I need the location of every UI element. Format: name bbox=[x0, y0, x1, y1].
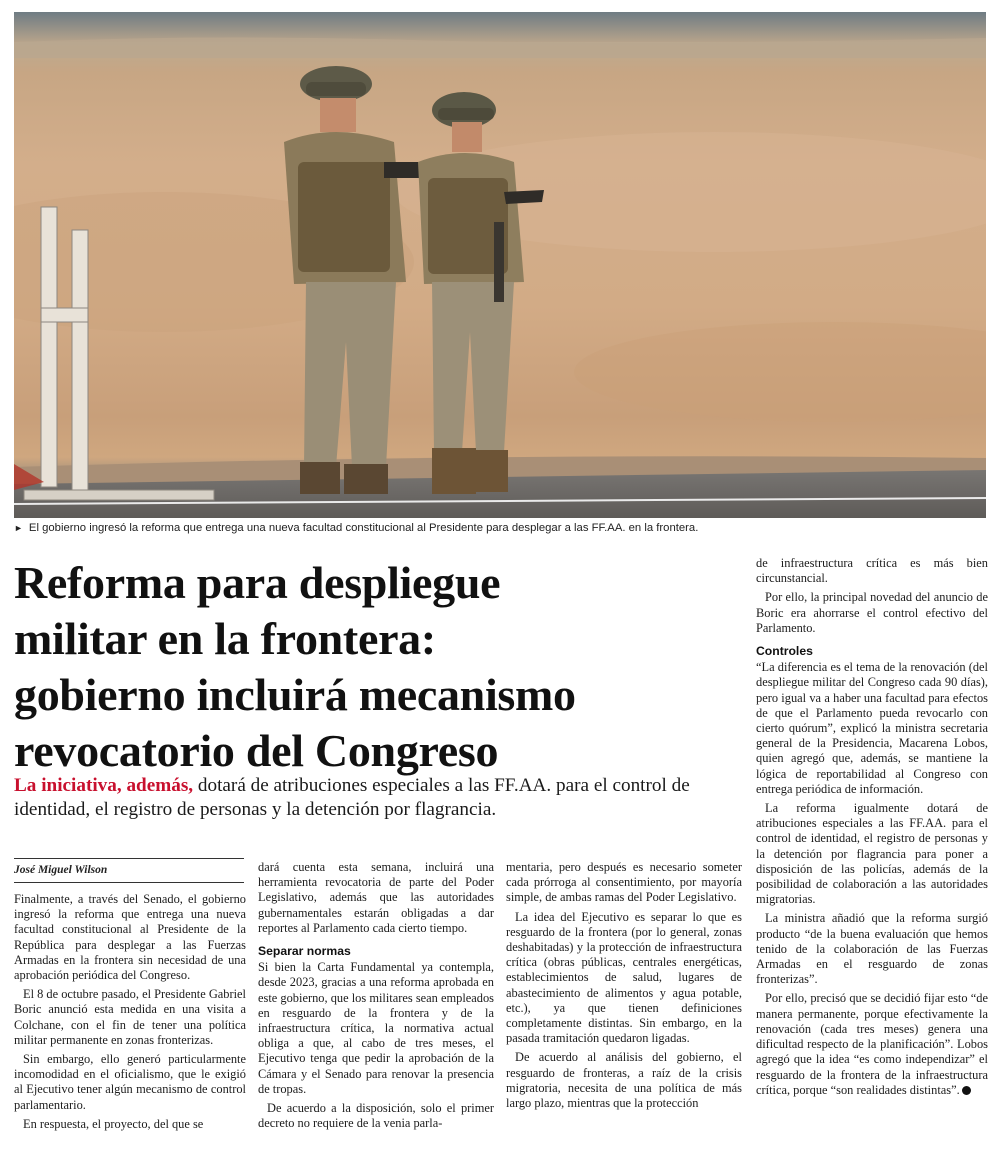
section-heading: Separar normas bbox=[258, 944, 351, 959]
byline-rule-top bbox=[14, 858, 244, 859]
paragraph: La idea del Ejecutivo es separar lo que es resguardo de la frontera (por lo general, zonas deshabitadas) y la protección de infraestructura crítica (obras públicas, centrales energéticas, establecimientos de salud, lugares de abastecimiento de alimentos y agua potable, etc.), ya que tienen definiciones completamente distintas. Sin embargo, en la pasada tramitación quedaron ligadas. bbox=[506, 909, 742, 1046]
paragraph: “La diferencia es el tema de la renovación (del despliegue militar del Congreso cada 90 días), pero igual va a haber una facultad para efectos de que el Parlamento pueda revocarlo con cierto quórum”, explicó la ministra secretaria general de la Presidencia, Macarena Lobos, quien agregó que, además, se mantiene la lógica de reportabilidad al Congreso con entrega periódica de información. bbox=[756, 660, 988, 796]
paragraph: dará cuenta esta semana, incluirá una herramienta revocatoria de parte del Poder Legislativo, además que las autoridades gubernamentales estarán obligadas a dar reportes al Parlamento cada cierto tiempo. bbox=[258, 860, 494, 935]
body-column-4 bbox=[756, 556, 988, 1102]
paragraph: de infraestructura crítica es más bien circunstancial. bbox=[756, 556, 988, 586]
deck-subheadline bbox=[14, 774, 734, 822]
paragraph: mentaria, pero después es necesario someter cada prórroga al consentimiento, por mayoría simple, de ambas ramas del Poder Legislativo. bbox=[506, 860, 742, 905]
paragraph: De acuerdo a la disposición, solo el primer decreto no requiere de la venia parla- bbox=[258, 1101, 494, 1131]
article-photo bbox=[14, 12, 986, 518]
photo-caption bbox=[14, 522, 986, 540]
byline: José Miguel Wilson bbox=[14, 864, 108, 876]
paragraph: Por ello, la principal novedad del anuncio de Boric era ahorrarse el control efectivo del Parlamento. bbox=[756, 590, 988, 635]
headline-line: Reforma para despliegue bbox=[14, 557, 501, 608]
end-of-article-icon bbox=[962, 1086, 971, 1095]
paragraph: De acuerdo al análisis del gobierno, el resguardo de fronteras, a raíz de la crisis migratoria, necesita de una política de más largo plazo, mientras que la protección bbox=[506, 1050, 742, 1111]
paragraph-text: Por ello, precisó que se decidió fijar esto “de manera permanente, porque efectivamente la renovación (cada tres meses) genera una dificultad respecto de la planificación”. Lobos agregó que la idea “es como independizar” el resguardo de la frontera de la infraestructura crítica, porque “son realidades distintas”. bbox=[756, 991, 988, 1097]
body-column-3 bbox=[506, 860, 742, 1115]
soldier-left bbox=[284, 66, 434, 494]
headline-line: revocatorio del Congreso bbox=[14, 725, 499, 776]
headline bbox=[14, 555, 734, 779]
paragraph: El 8 de octubre pasado, el Presidente Gabriel Boric anunció esta medida en una visita a Colchane, con el fin de tener una política militar permanente en zonas fronterizas. bbox=[14, 987, 246, 1047]
caption-arrow-icon: ► bbox=[14, 523, 23, 533]
section-heading: Controles bbox=[756, 644, 813, 659]
deck-lead: La iniciativa, además, bbox=[14, 775, 194, 796]
paragraph: Si bien la Carta Fundamental ya contempla, desde 2023, gracias a una reforma aprobada en este gobierno, que los militares sean empleados en resguardo de la frontera y de la infraestructura crítica, la normativa actual obliga a que, al cabo de tres meses, el Ejecutivo tenga que pedir la aprobación de la Cámara y el Senado para renovar la presencia de tropas. bbox=[258, 960, 494, 1096]
body-column-1 bbox=[14, 892, 246, 1136]
paragraph: La reforma igualmente dotará de atribuciones especiales a las FF.AA. para el control de identidad, el registro de personas y la detención por flagrancia para poner a disposición de las policías, además de la posibilidad de colaboración a las autoridades migratorias. bbox=[756, 801, 988, 907]
paragraph bbox=[756, 991, 988, 1097]
paragraph: La ministra añadió que la reforma surgió producto “de la buena evaluación que hemos tenido de la colaboración de las Fuerzas Armadas en el resguardo de zonas fronterizas”. bbox=[756, 911, 988, 987]
paragraph: Finalmente, a través del Senado, el gobierno ingresó la reforma que entrega una nueva facultad constitucional al Presidente de la República para desplegar a las Fuerzas Armadas en la frontera sin necesidad de una aprobación periódica del Congreso. bbox=[14, 892, 246, 983]
headline-line: militar en la frontera: bbox=[14, 613, 436, 664]
byline-rule-bottom bbox=[14, 882, 244, 883]
paragraph: En respuesta, el proyecto, del que se bbox=[23, 1116, 204, 1131]
headline-line: gobierno incluirá mecanismo bbox=[14, 669, 576, 720]
caption-text: El gobierno ingresó la reforma que entrega una nueva facultad constitucional al Presidente para desplegar a las FF.AA. en la frontera. bbox=[28, 522, 699, 534]
paragraph: Sin embargo, ello generó particularmente incomodidad en el oficialismo, que le exigió al Ejecutivo tener algún mecanismo de control parlamentario. bbox=[14, 1052, 246, 1112]
body-column-2 bbox=[258, 860, 494, 1135]
soldiers-at-border-image bbox=[14, 12, 986, 518]
deck-text: dotará de atribuciones especiales a las FF.AA. para el control de identidad, el registro de personas y la detención por flagrancia. bbox=[14, 775, 690, 820]
